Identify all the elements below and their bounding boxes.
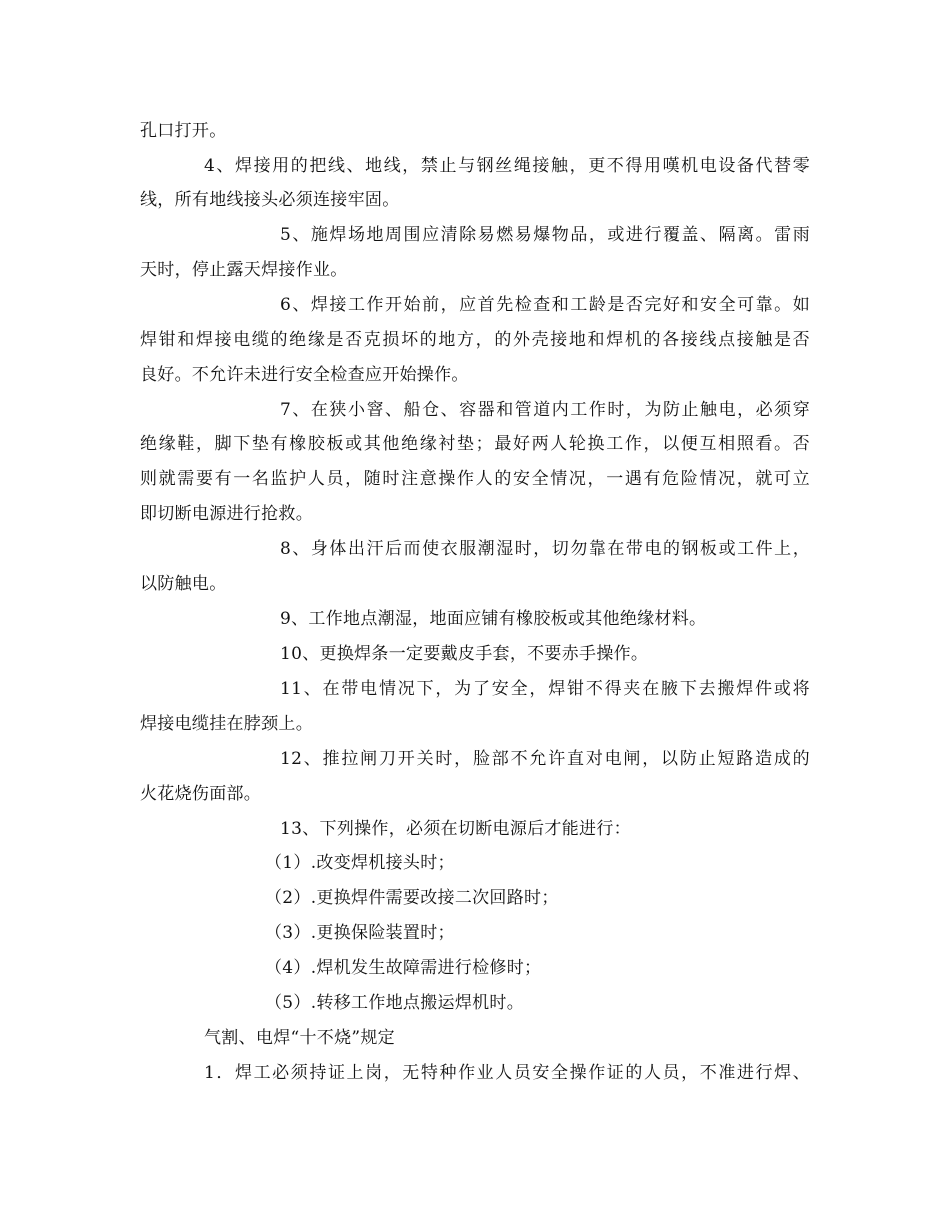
text-line: 焊接电缆挂在脖颈上。 [140,714,313,734]
text-line: 则就需要有一名监护人员，随时注意操作人的安全情况，一遇有危险情况，就可立 [140,469,810,489]
text-line: （5）.转移工作地点搬运焊机时。 [265,993,525,1013]
section-heading: 气割、电焊“十不烧”规定 [204,1028,395,1048]
text-line: 5、施焊场地周围应清除易燃易爆物品，或进行覆盖、隔离。雷雨 [280,225,810,245]
text-line: 线，所有地线接头必须连接牢固。 [140,190,400,210]
text-line: 8、身体出汗后而使衣服潮湿时，切勿靠在带电的钢板或工件上， [280,539,810,559]
text-line: 焊钳和焊接电缆的绝缘是否克损坏的地方，的外壳接地和焊机的各接线点接触是否 [140,330,810,350]
text-line: （4）.焊机发生故障需进行检修时； [265,958,542,978]
text-line: 4、焊接用的把线、地线，禁止与钢丝绳接触，更不得用嘆机电设备代替零 [204,156,810,176]
text-line: 良好。不允许未进行安全检查应开始操作。 [140,365,469,385]
text-line: 11、在带电情况下，为了安全，焊钳不得夹在腋下去搬焊件或将 [280,679,810,699]
text-line: 火花烧伤面部。 [140,784,262,804]
text-line: 孔口打开。 [140,121,227,141]
text-line: 即切断电源进行抢救。 [140,504,313,524]
text-line: （1）.改变焊机接头时； [265,853,455,873]
text-line: 10、更换焊条一定要戴皮手套，不要赤手操作。 [280,644,649,664]
text-line: 6、焊接工作开始前，应首先检查和工龄是否完好和安全可靠。如 [280,295,810,315]
text-line: 以防触电。 [140,574,227,594]
text-line: 1．焊工必须持证上岗，无特种作业人员安全操作证的人员，不准进行焊、 [204,1063,810,1083]
text-line: 13、下列操作，必须在切断电源后才能进行： [280,819,631,839]
text-line: 9、工作地点潮湿，地面应铺有橡胶板或其他绝缘材料。 [280,609,707,629]
text-line: （2）.更换焊件需要改接二次回路时； [265,888,559,908]
text-line: 绝缘鞋，脚下垫有橡胶板或其他绝缘衬垫；最好两人轮换工作，以便互相照看。否 [140,434,810,454]
text-line: 12、推拉闸刀开关时，脸部不允许直对电闸，以防止短路造成的 [280,749,810,769]
text-line: 天时，停止露天焊接作业。 [140,260,348,280]
text-line: （3）.更换保险装置时； [265,923,455,943]
text-line: 7、在狭小窨、船仓、容器和管道内工作时，为防止触电，必须穿 [280,400,810,420]
